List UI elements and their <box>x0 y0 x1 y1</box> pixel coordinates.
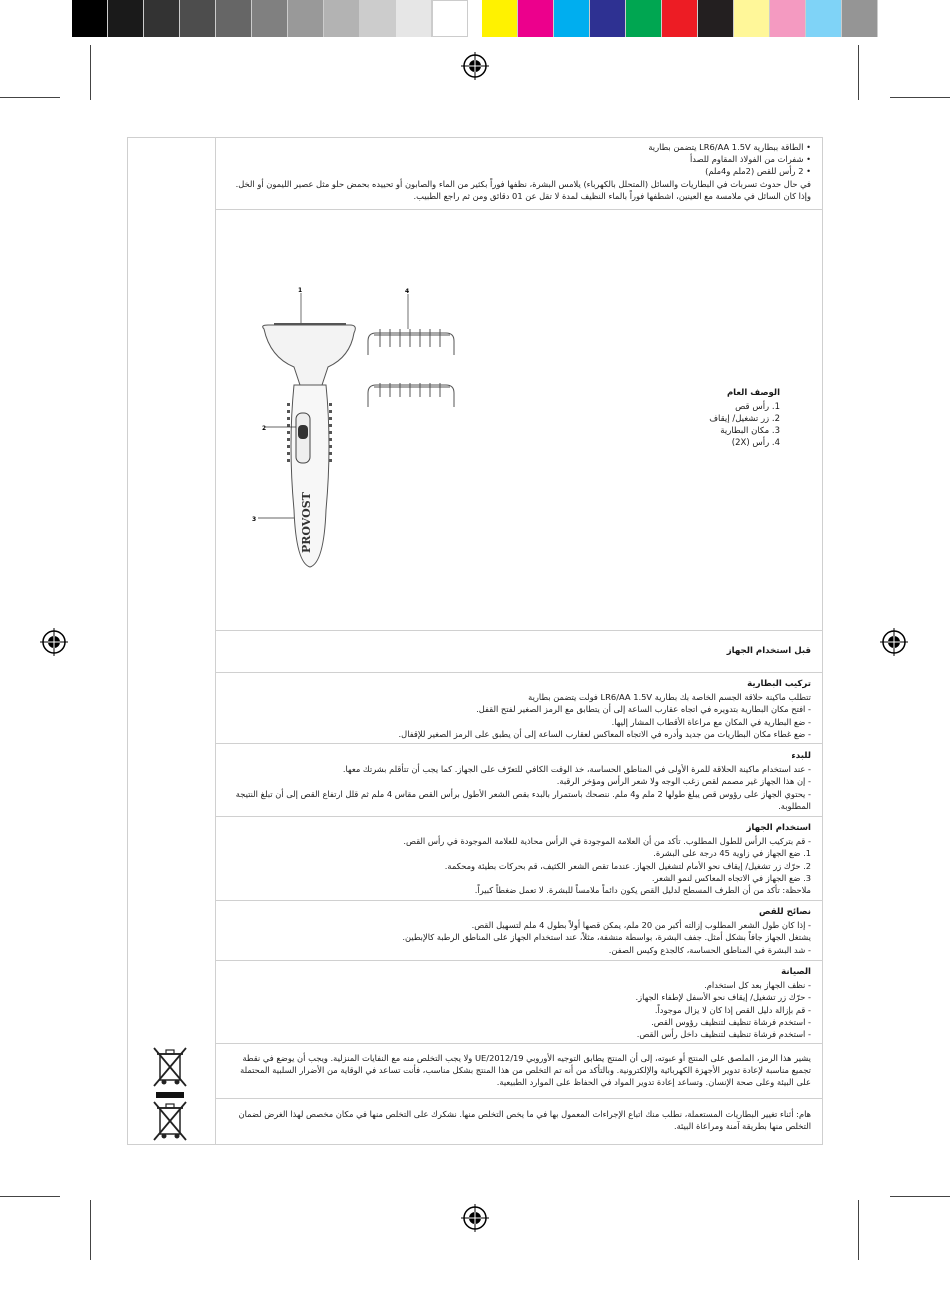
section-line: - قم بتركيب الرأس للطول المطلوب. تأكد من أن العلامة الموجودة في الرأس محاذية للعلامة الموجودة في رأس القص. <box>403 836 811 847</box>
callout-label: 4 <box>405 288 410 295</box>
cutting-head <box>263 325 356 385</box>
section-line: - افتح مكان البطارية بتدويره في اتجاه عقارب الساعة إلى أن يتطابق مع الرمز الصغير لفتح القفل. <box>476 704 811 715</box>
section-title: الصيانة <box>781 967 811 977</box>
gray-swatch <box>396 0 432 37</box>
specs-section <box>225 141 811 202</box>
gray-swatch <box>324 0 360 37</box>
color-swatch <box>770 0 806 37</box>
callout-label: 2 <box>262 425 267 432</box>
gray-swatch <box>432 0 468 37</box>
section-line: 2. حرّك زر تشغيل/ إيقاف نحو الأمام لتشغيل الجهاز. عندما تقص الشعر الكثيف، قم بحركات بطيئة ومحكمة. <box>444 860 811 871</box>
trim-mark <box>90 45 91 100</box>
callout-label: 3 <box>252 516 257 523</box>
trim-mark <box>0 1196 60 1197</box>
tips-section <box>225 906 811 956</box>
trim-mark <box>90 1200 91 1260</box>
spec-warning: في حال حدوث تسربات في البطاريات والسائل (المتحلل بالكهرباء) يلامس البشرة، نظفها فوراً بكثير من الماء والصابون أو تحييده بحمض حلو مثل عصير الليمون أو الخل. وإذا كان السائل في ملامسة مع العينين، اشطفها فوراً بالماء النظيف لمدة لا تقل عن 01 دقائق ومن ثم راجع الطبيب. <box>235 178 811 201</box>
color-swatch <box>518 0 554 37</box>
color-bar <box>482 0 878 37</box>
weee-text: يشير هذا الرمز، الملصق على المنتج أو عبوته، إلى أن المنتج يطابق التوجيه الأوروبي 2012/19/UE ولا يجب التخلص منه مع النفايات المنزلية. ويجب أن يوضع في نقطة تجميع مناسبة لإعادة تدوير الأجهزة الكهربائية والإلكترونية. وبالتأكد من أنه تم التخلص من هذا المنتج بشكل مناسب، فأنت تساعد في الوقاية من الأضرار السلبية المحتملة على البيئة وعلى صحة الإنسان. وتساعد إعادة تدوير المواد في الحفاظ على الموارد الطبيعية. <box>240 1053 811 1088</box>
gray-swatch <box>216 0 252 37</box>
legend-item: 3. مكان البطارية <box>720 426 780 436</box>
color-swatch <box>482 0 518 37</box>
section-line: - ضع غطاء مكان البطاريات من جديد وأدره في الاتجاه المعاكس لعقارب الساعة إلى أن يطبق على الرمز الصغير للإقفال. <box>398 728 811 739</box>
description-legend <box>640 387 780 449</box>
spec-line: • شفرات من الفولاذ المقاوم للصدأ <box>689 154 811 165</box>
trim-mark <box>890 97 950 98</box>
gray-swatch <box>144 0 180 37</box>
section-line: - إذا كان طول الشعر المطلوب إزالته أكبر من 20 ملم، يمكن قصها أولاً بطول 4 ملم لتسهيل القص. <box>471 920 811 931</box>
section-line: - يحتوي الجهاز على رؤوس قص يبلغ طولها 2 ملم و4 ملم. ننصحك باستمرار بالبدء بقص الشعر الأطول برأس القص مقاس 4 ملم ثم قلل ارتفاع القص إلى أن تبلغ النتيجة المطلوبة. <box>235 788 811 811</box>
section-line: ملاحظة: تأكد من أن الطرف المسطح لدليل القص يكون دائماً ملامساً للبشرة. لا تعمل ضغطاً كبيراً. <box>474 885 811 896</box>
color-swatch <box>806 0 842 37</box>
battery-disposal-section <box>225 1108 811 1132</box>
registration-mark-icon <box>461 1204 489 1232</box>
section-divider <box>215 630 823 631</box>
section-divider <box>215 1098 823 1099</box>
section-line: 1. ضع الجهاز في زاوية 45 درجة على البشرة. <box>653 848 811 859</box>
registration-mark-icon <box>880 628 908 656</box>
section-title: للبدء <box>791 751 811 761</box>
section-line: - استخدم فرشاة تنظيف لتنظيف رؤوس القص. <box>651 1016 811 1027</box>
color-swatch <box>626 0 662 37</box>
section-divider <box>215 209 823 210</box>
registration-mark-icon <box>40 628 68 656</box>
section-line: يشتغل الجهاز جافاً بشكل أمثل. جفف البشرة، بواسطة منشفة، مثلاً، عند استخدام الجهاز على المناطق الرطبة كالإبطين. <box>402 932 811 943</box>
legend-item: 4. رأس (2X) <box>731 438 780 448</box>
usage-section <box>225 822 811 896</box>
trim-mark <box>890 1196 950 1197</box>
color-swatch <box>842 0 878 37</box>
crossed-bin-icon <box>150 1100 190 1142</box>
color-swatch <box>662 0 698 37</box>
spec-line: • الطاقة ببطارية LR6/AA 1.5V يتضمن بطارية <box>648 142 811 152</box>
spec-line: • 2 رأس للقص (2ملم و4ملم) <box>705 166 811 177</box>
section-line: - نظف الجهاز بعد كل استخدام. <box>704 980 811 991</box>
column-divider <box>215 137 216 1145</box>
registration-mark-icon <box>461 52 489 80</box>
section-line: - إن هذا الجهاز غير مصمم لقص زغب الوجه ولا شعر الرأس ومؤخر الرقبة. <box>556 776 811 787</box>
battery-disposal-text: هام: أثناء تغيير البطاريات المستعملة، نطلب منك اتباع الإجراءات المعمول بها في ما يخص التخلص منها. نشكرك على التخلص منها في مكان مخصص لهذا الغرض لضمان التخلص منها بطريقة آمنة ومراعاة البيئة. <box>238 1109 811 1132</box>
section-divider <box>215 960 823 961</box>
section-line: - عند استخدام ماكينة الحلاقة للمرة الأولى في المناطق الحساسة، خذ الوقت الكافي للتعرّف على الجهاز. كما يجب أن تتأقلم بشرتك معها. <box>342 764 811 775</box>
comb-attachment <box>368 383 454 407</box>
grayscale-bar <box>72 0 468 37</box>
color-swatch <box>590 0 626 37</box>
gray-swatch <box>288 0 324 37</box>
legend-item: 1. رأس قص <box>735 402 780 412</box>
brand-logo: PROVOST <box>300 492 313 553</box>
gray-swatch <box>72 0 108 37</box>
gray-swatch <box>252 0 288 37</box>
weee-section <box>225 1052 811 1089</box>
product-diagram <box>250 285 470 575</box>
section-line: تتطلب ماكينة حلاقة الجسم الخاصة بك بطارية LR6/AA 1.5V فولت يتضمن بطارية <box>528 692 811 703</box>
section-divider <box>215 816 823 817</box>
section-title: نصائح للقص <box>759 907 811 917</box>
section-divider <box>215 743 823 744</box>
gray-swatch <box>108 0 144 37</box>
color-swatch <box>734 0 770 37</box>
before-use-section <box>225 645 811 658</box>
section-divider <box>215 672 823 673</box>
section-line: - ضع البطارية في المكان مع مراعاة الأقطاب المشار إليها. <box>611 716 811 727</box>
section-line: - قم بإزالة دليل القص إذا كان لا يزال موجوداً. <box>654 1004 811 1015</box>
trim-mark <box>858 1200 859 1260</box>
section-line: - استخدم فرشاة تنظيف لتنظيف داخل رأس القص. <box>636 1029 811 1040</box>
comb-attachment <box>368 329 454 355</box>
legend-item: 2. زر تشغيل/ إيقاف <box>709 414 780 424</box>
section-title: استخدام الجهاز <box>746 823 811 833</box>
section-divider <box>215 900 823 901</box>
color-swatch <box>554 0 590 37</box>
gray-swatch <box>360 0 396 37</box>
gray-swatch <box>180 0 216 37</box>
start-section <box>225 750 811 812</box>
section-line: 3. ضع الجهاز في الاتجاه المعاكس لنمو الشعر. <box>651 872 811 883</box>
color-swatch <box>698 0 734 37</box>
section-title: تركيب البطارية <box>747 679 811 689</box>
section-line: - حرّك زر تشغيل/ إيقاف نحو الأسفل لإطفاء الجهاز. <box>635 992 811 1003</box>
section-divider <box>215 1043 823 1044</box>
section-line: - شد البشرة في المناطق الحساسة، كالجذع وكيس الصفن. <box>608 944 811 955</box>
maintenance-section <box>225 966 811 1040</box>
legend-title: الوصف العام <box>726 388 780 398</box>
trim-mark <box>858 45 859 100</box>
battery-section <box>225 678 811 740</box>
crossed-bin-icon <box>150 1046 190 1100</box>
callout-label: 1 <box>298 287 303 294</box>
trim-mark <box>0 97 60 98</box>
section-title: قبل استخدام الجهاز <box>726 646 811 656</box>
